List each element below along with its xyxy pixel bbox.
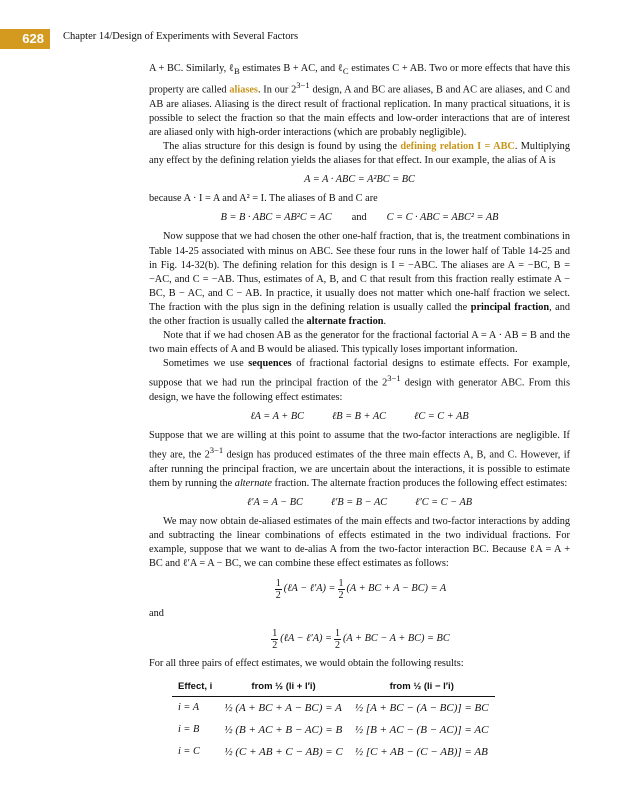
paragraph-negligible: Suppose that we are willing at this point to assume that the two-factor interactions are negligible. If they are, the $2^{3-1}$ design has produced estimates of the three main effects A, B, and C. However, if after running the principal fraction, we are uncertain about the interactions, it is possible to estimate them by running the alternate fraction. The alternate fraction produces the following effect estimates: — [149, 430, 570, 489]
effects-table — [172, 678, 495, 763]
term-aliases: aliases — [229, 84, 258, 96]
table-row: i = B ½ (B + AC + B − AC) = B ½ [B + AC − (B − AC)] = AC — [178, 723, 489, 736]
paragraph-generator-note: Note that if we had chosen AB as the generator for the fractional factorial A = A · AB = B and the two main effects of A and B would be aliased. This typically loses important information. — [149, 330, 570, 356]
equation-de-alias-a: $\frac{1}{2}$ (ℓA − ℓ′A) = $\frac{1}{2}$ (A + BC + A − BC) = A — [275, 577, 447, 601]
paragraph-defining-relation: The alias structure for this design is found by using the defining relation I = ABC. Multiplying any effect by the defining relation yields the aliases for that effect. In our example, the alias of A is — [149, 140, 570, 167]
table-row: i = A ½ (A + BC + A − BC) = A ½ [A + BC − (A − BC)] = BC — [178, 701, 489, 714]
term-alternate-fraction: alternate fraction — [306, 315, 384, 327]
equation-de-alias-bc: $\frac{1}{2}$ (ℓA − ℓ′A) = $\frac{1}{2}$ (A + BC − A + BC) = BC — [272, 627, 450, 651]
term-principal-fraction: principal fraction — [470, 301, 550, 313]
table-row: i = C ½ (C + AB + C − AB) = C ½ [C + AB − (C − AB)] = AB — [178, 745, 488, 758]
equation-alternate-estimates: ℓ′A = A − BC ℓ′B = B − AC ℓ′C = C − AB — [246, 496, 473, 508]
paragraph-because: because A · I = A and A² = I. The aliases of B and C are — [149, 193, 378, 205]
paragraph-all-pairs: For all three pairs of effect estimates, we would obtain the following results: — [149, 658, 464, 670]
paragraph-aliases: A + BC. Similarly, ℓ$_B$ estimates B + AC, and ℓ$_C$ estimates C + AB. Two or more effects that have this property are called aliases. In our $2^{3-1}$ design, A and BC are aliases, B and AC are aliases, and C and AB are aliases. Aliasing is the direct result of fractional replication. In many practical situations, it is possible to select the fraction so that the main effects and low-order interactions that are of interest are aliased only with high-order interactions (which are probably negligible). — [149, 63, 571, 138]
paragraph-other-fraction: Now suppose that we had chosen the other one-half fraction, that is, the treatment combinations in Table 14-25 associated with minus on ABC. See these four runs in the lower half of Table 14-25 and in Fig. 14-32(b). The defining relation for this design is I = −ABC. The aliases are A = −BC, B = −AC, and C = −AB. Thus, estimates of A, B, and C that result from this fraction really estimate A − BC, B − AC, and C − AB. In practice, it usually does not matter which one-half fraction we select. The fraction with the plus sign in the defining relation is usually called the principal fraction, and the other fraction is usually called the alternate fraction. — [149, 231, 571, 327]
table-header-sum: from ½ (li + l′i) — [218, 678, 349, 697]
page-number: 628 — [0, 29, 50, 49]
equation-principal-estimates: ℓA = A + BC ℓB = B + AC ℓC = C + AB — [250, 410, 469, 422]
term-defining-relation: defining relation I = ABC — [400, 140, 515, 152]
table-header-diff: from ½ (li − l′i) — [349, 678, 495, 697]
page-body — [149, 62, 570, 763]
equation-alias-bc: B = B · ABC = AB²C = AC and C = C · ABC = ABC² = AB — [220, 212, 499, 224]
term-sequences: sequences — [248, 358, 292, 370]
chapter-title: Chapter 14/Design of Experiments with Several Factors — [63, 31, 299, 42]
page-header — [0, 29, 639, 49]
paragraph-de-alias: We may now obtain de-aliased estimates of the main effects and two-factor interactions by adding and subtracting the linear combinations of effects estimated in the two individual fractions. For example, suppose that we want to de-alias A from the two-factor interaction BC. Because ℓA = A + BC and ℓ′A = A − BC, we can combine these effect estimates as follows: — [149, 515, 570, 570]
paragraph-sequences: Sometimes we use sequences of fractional factorial designs to estimate effects. For example, suppose that we had run the principal fraction of the $2^{3-1}$ design with generator ABC. From this design, we have the following effect estimates: — [149, 358, 570, 403]
and-text: and — [149, 608, 164, 620]
equation-alias-a: A = A · ABC = A²BC = BC — [304, 174, 415, 186]
table-header-effect: Effect, i — [172, 678, 218, 697]
